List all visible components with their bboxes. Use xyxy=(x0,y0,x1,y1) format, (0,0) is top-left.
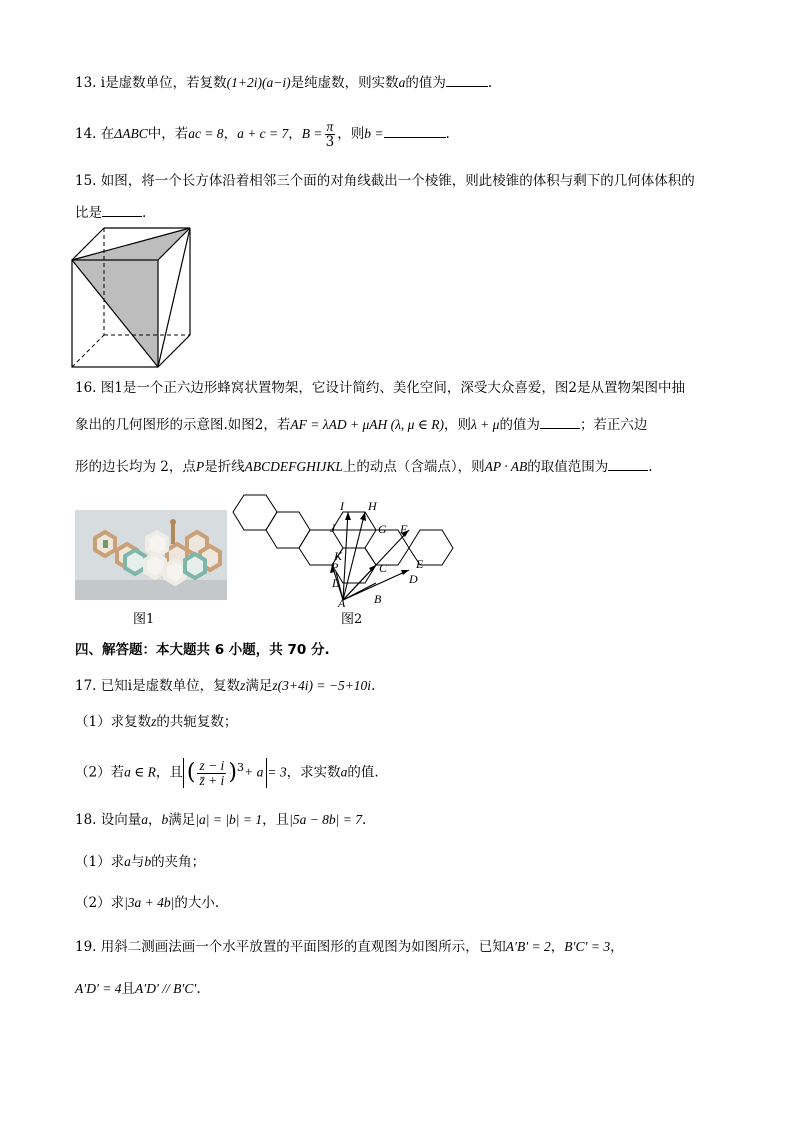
part-label: （2） xyxy=(75,895,111,911)
label-L: L xyxy=(332,576,339,590)
punctuation: . xyxy=(648,459,653,475)
cuboid-figure xyxy=(70,225,195,370)
question-text: ，且 xyxy=(155,764,183,781)
question-text: 的取值范围为 xyxy=(527,459,609,475)
section-heading: 四、解答题：本大题共 6 小题，共 70 分. xyxy=(75,642,330,658)
fraction-denominator: z̄ + i xyxy=(199,772,225,788)
label-P: P xyxy=(331,560,339,574)
fraction-numerator: z − i xyxy=(199,757,225,773)
question-17-part1 xyxy=(75,712,237,732)
question-19 xyxy=(75,937,624,957)
answer-blank[interactable] xyxy=(608,456,648,471)
question-text: 与 xyxy=(130,854,145,870)
punctuation: . xyxy=(445,126,450,142)
question-text: 求复数 xyxy=(110,714,152,730)
math-expression: B′C′ = 3 xyxy=(564,939,611,954)
question-text: 是纯虚数，则实数 xyxy=(290,75,399,91)
question-number: 17. xyxy=(75,678,97,694)
math-expression: z(3+4i) = −5+10i xyxy=(272,678,372,693)
question-18 xyxy=(75,810,366,830)
question-text: 比是 xyxy=(75,205,102,221)
label-H: H xyxy=(368,499,377,513)
question-number: 18. xyxy=(75,812,97,828)
absolute-value: ( $\frac{z - i}{z̄ + i}$ )$^3$+ a xyxy=(183,758,267,788)
punctuation: . xyxy=(362,812,367,828)
question-number: 19. xyxy=(75,939,97,955)
math-expression: b = xyxy=(364,126,384,141)
question-number: 13. xyxy=(75,75,97,91)
question-16-line3 xyxy=(75,456,653,477)
math-expression: AP · AB xyxy=(484,459,528,474)
punctuation: . xyxy=(142,205,147,221)
fraction xyxy=(325,120,336,149)
punctuation: ， xyxy=(148,812,162,828)
hexagon-vector-diagram xyxy=(228,490,460,612)
math-expression: |3a + 4b| xyxy=(124,895,175,910)
question-text: i是虚数单位，若复数 xyxy=(100,75,227,91)
answer-blank[interactable] xyxy=(446,72,488,87)
question-16 xyxy=(75,378,685,398)
question-text: 的夹角； xyxy=(151,854,206,870)
punctuation: . xyxy=(196,981,201,997)
fraction-denominator: 3 xyxy=(325,134,335,150)
label-F: F xyxy=(400,522,408,536)
math-expression: A′D′ = 4 xyxy=(75,981,122,996)
part-label: （2） xyxy=(75,764,111,781)
hexagon-shelf-photo xyxy=(75,510,227,600)
question-16-line2 xyxy=(75,414,647,435)
question-text: 已知i是虚数单位，复数 xyxy=(100,678,241,694)
math-expression: |a| = |b| = 1 xyxy=(195,812,263,827)
label-I: I xyxy=(340,499,344,513)
question-text: 满足 xyxy=(245,678,273,694)
question-19-line2 xyxy=(75,979,201,999)
punctuation: ， xyxy=(550,939,565,955)
question-text: 在 xyxy=(100,126,115,142)
question-text: 设向量 xyxy=(100,812,142,828)
figure-2-caption: 图2 xyxy=(341,612,363,627)
question-text: 如图，将一个长方体沿着相邻三个面的对角线截出一个棱锥，则此棱锥的体积与剩下的几何体体积的 xyxy=(100,173,695,189)
math-expression: A′B′ = 2 xyxy=(505,939,551,954)
math-variable: a xyxy=(340,764,348,780)
question-13 xyxy=(75,72,492,93)
question-18-part1 xyxy=(75,852,205,872)
question-text: 且 xyxy=(121,981,136,997)
math-expression: ABCDEFGHIJKL xyxy=(244,459,343,474)
fraction xyxy=(197,759,226,788)
answer-blank[interactable] xyxy=(540,414,580,429)
question-15-line2 xyxy=(75,202,146,223)
question-number: 16. xyxy=(75,380,97,396)
math-expression: ΔABC xyxy=(114,126,148,141)
label-G: G xyxy=(378,522,387,536)
math-expression: a ∈ R xyxy=(124,764,156,780)
question-text: 的值. xyxy=(347,764,379,781)
punctuation: ， xyxy=(610,939,624,955)
figure-1-caption: 图1 xyxy=(133,612,155,627)
question-number: 15. xyxy=(75,173,97,189)
fraction-numerator: π xyxy=(326,119,334,134)
math-expression: A′D′ // B′C′ xyxy=(135,981,197,996)
question-text: ，且 xyxy=(262,812,290,828)
question-text: 若 xyxy=(110,764,125,781)
label-B: B xyxy=(374,592,382,606)
math-expression: + a xyxy=(244,764,264,780)
arrowheads xyxy=(330,512,409,575)
question-14 xyxy=(75,120,450,149)
question-text: 是折线 xyxy=(204,459,245,475)
question-text: 中，若 xyxy=(147,126,189,142)
question-text: ，则 xyxy=(443,417,471,433)
math-variable: P xyxy=(195,459,205,474)
question-15 xyxy=(75,171,695,191)
question-text: 图1是一个正六边形蜂窝状置物架，它设计简约、美化空间，深受大众喜爱，图2是从置物架图中抽 xyxy=(100,380,685,396)
label-C: C xyxy=(379,561,388,575)
math-variable: b xyxy=(161,812,169,827)
label-E: E xyxy=(416,557,424,571)
math-expression: λ + μ xyxy=(470,417,500,432)
label-D: D xyxy=(409,572,418,586)
question-text: 象出的几何图形的示意图.如图2，若 xyxy=(75,417,291,433)
math-variable: b xyxy=(144,854,152,869)
question-text: ，求实数 xyxy=(286,764,341,781)
question-17-part2 xyxy=(75,758,379,788)
math-variable: a xyxy=(124,854,131,869)
punctuation: . xyxy=(487,75,493,91)
punctuation: . xyxy=(371,678,376,694)
question-18-part2 xyxy=(75,893,219,913)
question-text: 上的动点（含端点），则 xyxy=(342,459,485,475)
pyramid-section xyxy=(72,228,190,367)
part-label: （1） xyxy=(75,854,111,870)
question-17 xyxy=(75,676,375,696)
question-text: 求 xyxy=(110,895,125,911)
math-variable: a xyxy=(141,812,149,827)
question-text: ；若正六边 xyxy=(579,417,648,433)
question-text: 的值为 xyxy=(405,75,446,91)
math-expression: = 3 xyxy=(267,764,287,780)
math-variable: z xyxy=(151,714,157,729)
math-expression: ac = 8 xyxy=(188,126,224,141)
part-label: （1） xyxy=(75,714,111,730)
math-expression: B = xyxy=(301,126,323,141)
label-A: A xyxy=(338,596,346,610)
question-text: 形的边长均为 2，点 xyxy=(75,459,196,475)
question-text: 用斜二测画法画一个水平放置的平面图形的直观图为如图所示，已知 xyxy=(100,939,506,955)
question-text: 的大小. xyxy=(174,895,220,911)
label-K: K xyxy=(334,549,343,563)
answer-blank[interactable] xyxy=(102,202,142,217)
math-expression: (1+2i)(a−i) xyxy=(226,75,291,90)
question-text: 的值为 xyxy=(499,417,540,433)
math-expression: |5a − 8b| = 7 xyxy=(289,812,363,827)
question-number: 14. xyxy=(75,126,97,142)
label-J: J xyxy=(330,521,336,535)
math-expression: a + c = 7 xyxy=(237,126,289,141)
math-variable: a xyxy=(398,75,406,90)
question-text: 求 xyxy=(110,854,125,870)
exponent: 3 xyxy=(236,761,245,774)
punctuation: ， xyxy=(288,126,302,142)
punctuation: ， xyxy=(223,126,238,142)
question-text: 的共轭复数； xyxy=(156,714,238,730)
answer-blank[interactable] xyxy=(384,123,446,138)
math-variable: z xyxy=(240,678,246,693)
vector-equation: AF = λAD + μAH (λ, μ ∈ R) xyxy=(290,417,444,432)
question-text: ，则 xyxy=(337,126,365,142)
question-text: 满足 xyxy=(168,812,196,828)
